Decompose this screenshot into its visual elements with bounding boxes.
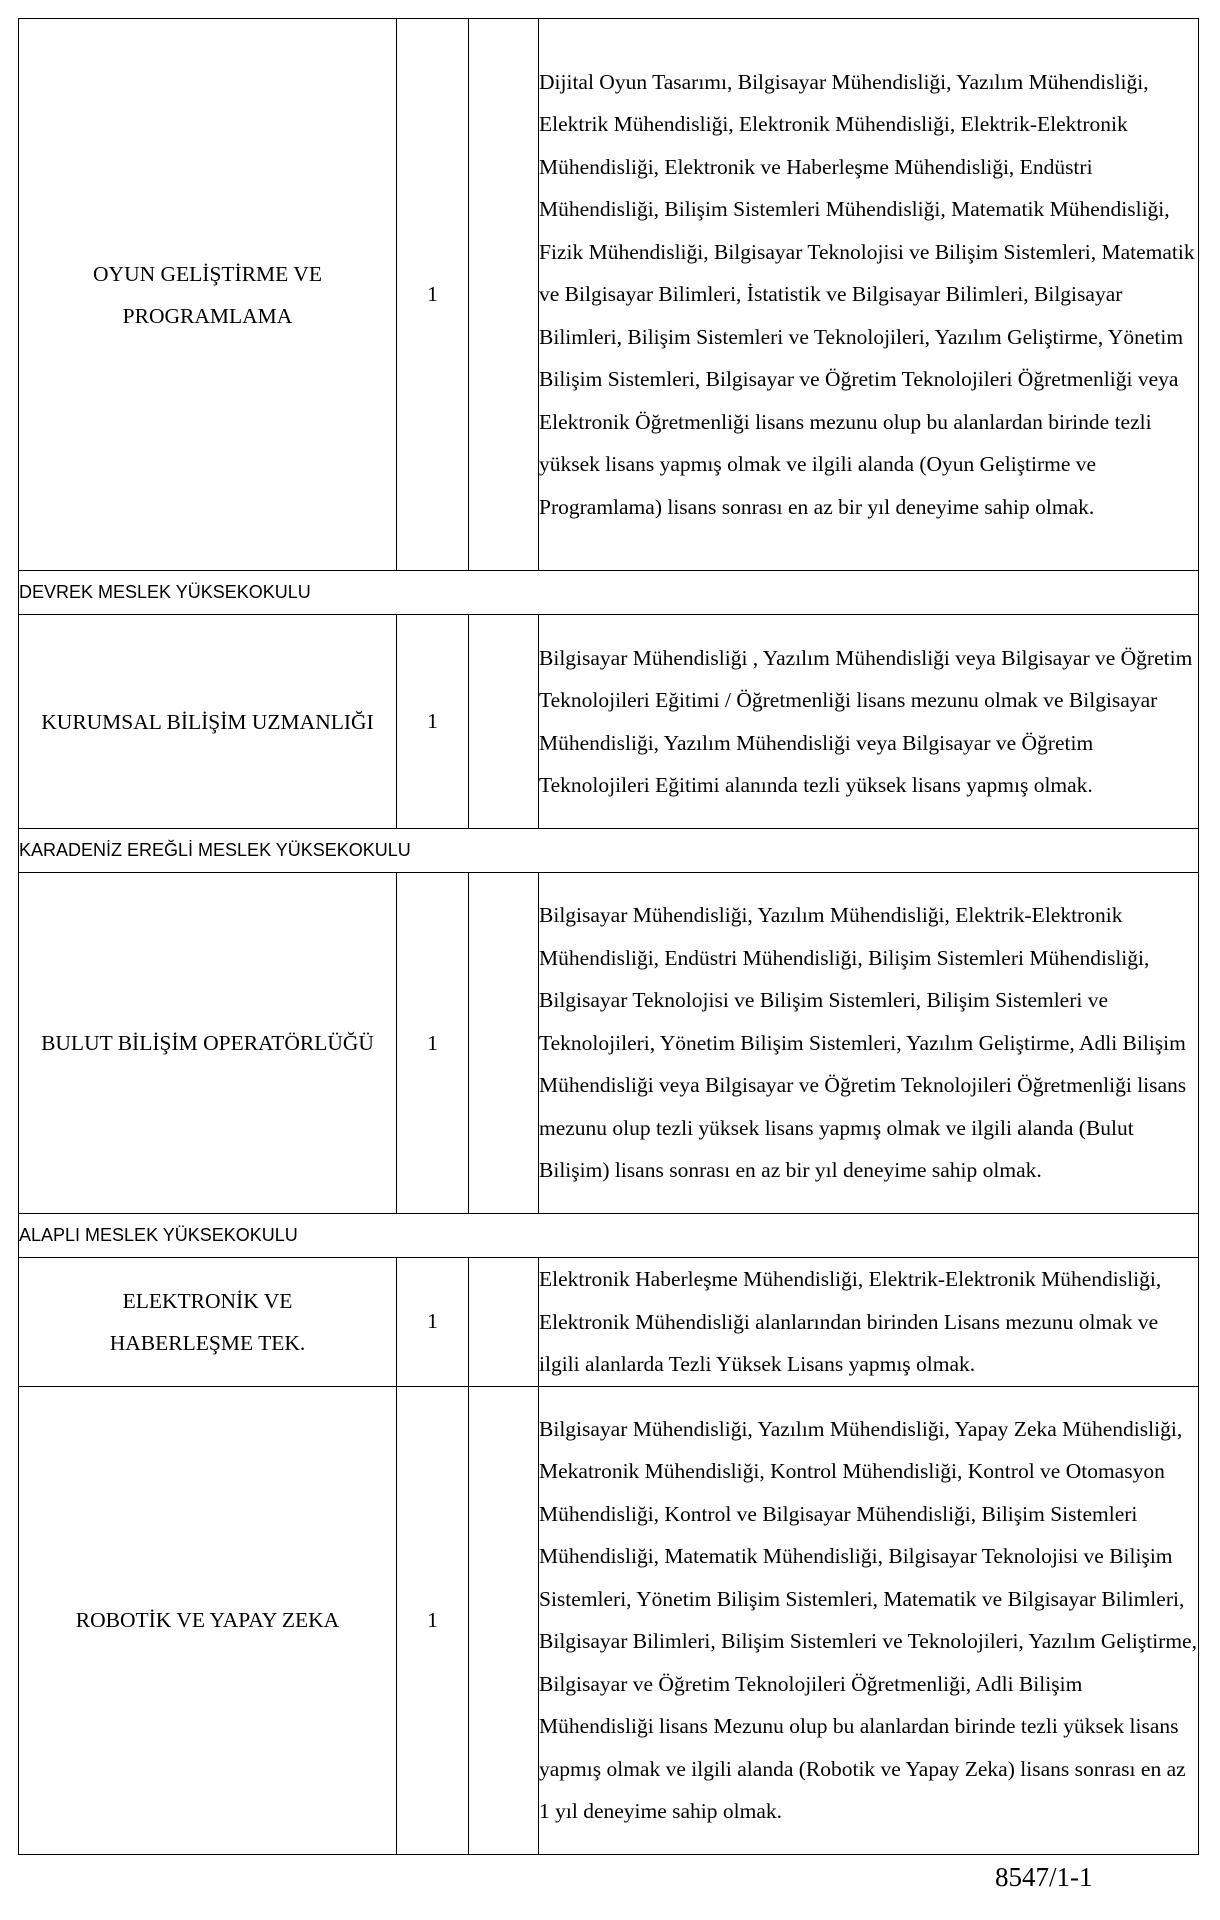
empty-cell: [469, 19, 539, 571]
position-title-cell: BULUT BİLİŞİM OPERATÖRLÜĞÜ: [19, 873, 397, 1214]
positions-table: [18, 18, 1199, 1855]
position-title-cell: ROBOTİK VE YAPAY ZEKA: [19, 1386, 397, 1854]
section-header: ALAPLI MESLEK YÜKSEKOKULU: [19, 1214, 1199, 1258]
position-count-cell: 1: [397, 615, 469, 829]
position-title-cell: ELEKTRONİK VE HABERLEŞME TEK.: [19, 1258, 397, 1387]
position-title-cell: KURUMSAL BİLİŞİM UZMANLIĞI: [19, 615, 397, 829]
position-count-cell: 1: [397, 873, 469, 1214]
table-row: [19, 1386, 1199, 1854]
empty-cell: [469, 873, 539, 1214]
requirements-cell: Bilgisayar Mühendisliği , Yazılım Mühendisliği veya Bilgisayar ve Öğretim Teknolojileri Eğitimi / Öğretmenliği lisans mezunu olmak ve Bilgisayar Mühendisliği, Yazılım Mühendisliği veya Bilgisayar ve Öğretim Teknolojileri Eğitimi alanında tezli yüksek lisans yapmış olmak.: [539, 615, 1199, 829]
section-header: DEVREK MESLEK YÜKSEKOKULU: [19, 571, 1199, 615]
document-code: 8547/1-1: [995, 1862, 1093, 1892]
requirements-cell: Elektronik Haberleşme Mühendisliği, Elektrik-Elektronik Mühendisliği, Elektronik Mühendisliği alanlarından birinden Lisans mezunu olmak ve ilgili alanlarda Tezli Yüksek Lisans yapmış olmak.: [539, 1258, 1199, 1387]
position-count-cell: 1: [397, 1386, 469, 1854]
section-header: KARADENİZ EREĞLİ MESLEK YÜKSEKOKULU: [19, 829, 1199, 873]
position-title-cell: OYUN GELİŞTİRME VE PROGRAMLAMA: [19, 19, 397, 571]
table-row: [19, 873, 1199, 1214]
empty-cell: [469, 1386, 539, 1854]
requirements-cell: Dijital Oyun Tasarımı, Bilgisayar Mühendisliği, Yazılım Mühendisliği, Elektrik Mühendisliği, Elektronik Mühendisliği, Elektrik-Elektronik Mühendisliği, Elektronik ve Haberleşme Mühendisliği, Endüstri Mühendisliği, Bilişim Sistemleri Mühendisliği, Matematik Mühendisliği, Fizik Mühendisliği, Bilgisayar Teknolojisi ve Bilişim Sistemleri, Matematik ve Bilgisayar Bilimleri, İstatistik ve Bilgisayar Bilimleri, Bilgisayar Bilimleri, Bilişim Sistemleri ve Teknolojileri, Yazılım Geliştirme, Yönetim Bilişim Sistemleri, Bilgisayar ve Öğretim Teknolojileri Öğretmenliği veya Elektronik Öğretmenliği lisans mezunu olup bu alanlardan birinde tezli yüksek lisans yapmış olmak ve ilgili alanda (Oyun Geliştirme ve Programlama) lisans sonrası en az bir yıl deneyime sahip olmak.: [539, 19, 1199, 571]
empty-cell: [469, 615, 539, 829]
table-row: [19, 615, 1199, 829]
section-row: [19, 1214, 1199, 1258]
section-row: [19, 829, 1199, 873]
empty-cell: [469, 1258, 539, 1387]
requirements-cell: Bilgisayar Mühendisliği, Yazılım Mühendisliği, Yapay Zeka Mühendisliği, Mekatronik Mühendisliği, Kontrol Mühendisliği, Kontrol ve Otomasyon Mühendisliği, Kontrol ve Bilgisayar Mühendisliği, Bilişim Sistemleri Mühendisliği, Matematik Mühendisliği, Bilgisayar Teknolojisi ve Bilişim Sistemleri, Yönetim Bilişim Sistemleri, Matematik ve Bilgisayar Bilimleri, Bilgisayar Bilimleri, Bilişim Sistemleri ve Teknolojileri, Yazılım Geliştirme, Bilgisayar ve Öğretim Teknolojileri Öğretmenliği, Adli Bilişim Mühendisliği lisans Mezunu olup bu alanlardan birinde tezli yüksek lisans yapmış olmak ve ilgili alanda (Robotik ve Yapay Zeka) lisans sonrası en az 1 yıl deneyime sahip olmak.: [539, 1386, 1199, 1854]
position-count-cell: 1: [397, 19, 469, 571]
position-count-cell: 1: [397, 1258, 469, 1387]
section-row: [19, 571, 1199, 615]
requirements-cell: Bilgisayar Mühendisliği, Yazılım Mühendisliği, Elektrik-Elektronik Mühendisliği, Endüstri Mühendisliği, Bilişim Sistemleri Mühendisliği, Bilgisayar Teknolojisi ve Bilişim Sistemleri, Bilişim Sistemleri ve Teknolojileri, Yönetim Bilişim Sistemleri, Yazılım Geliştirme, Adli Bilişim Mühendisliği veya Bilgisayar ve Öğretim Teknolojileri Öğretmenliği lisans mezunu olup tezli yüksek lisans yapmış olmak ve ilgili alanda (Bulut Bilişim) lisans sonrası en az bir yıl deneyime sahip olmak.: [539, 873, 1199, 1214]
table-row: [19, 19, 1199, 571]
table-row: [19, 1258, 1199, 1387]
